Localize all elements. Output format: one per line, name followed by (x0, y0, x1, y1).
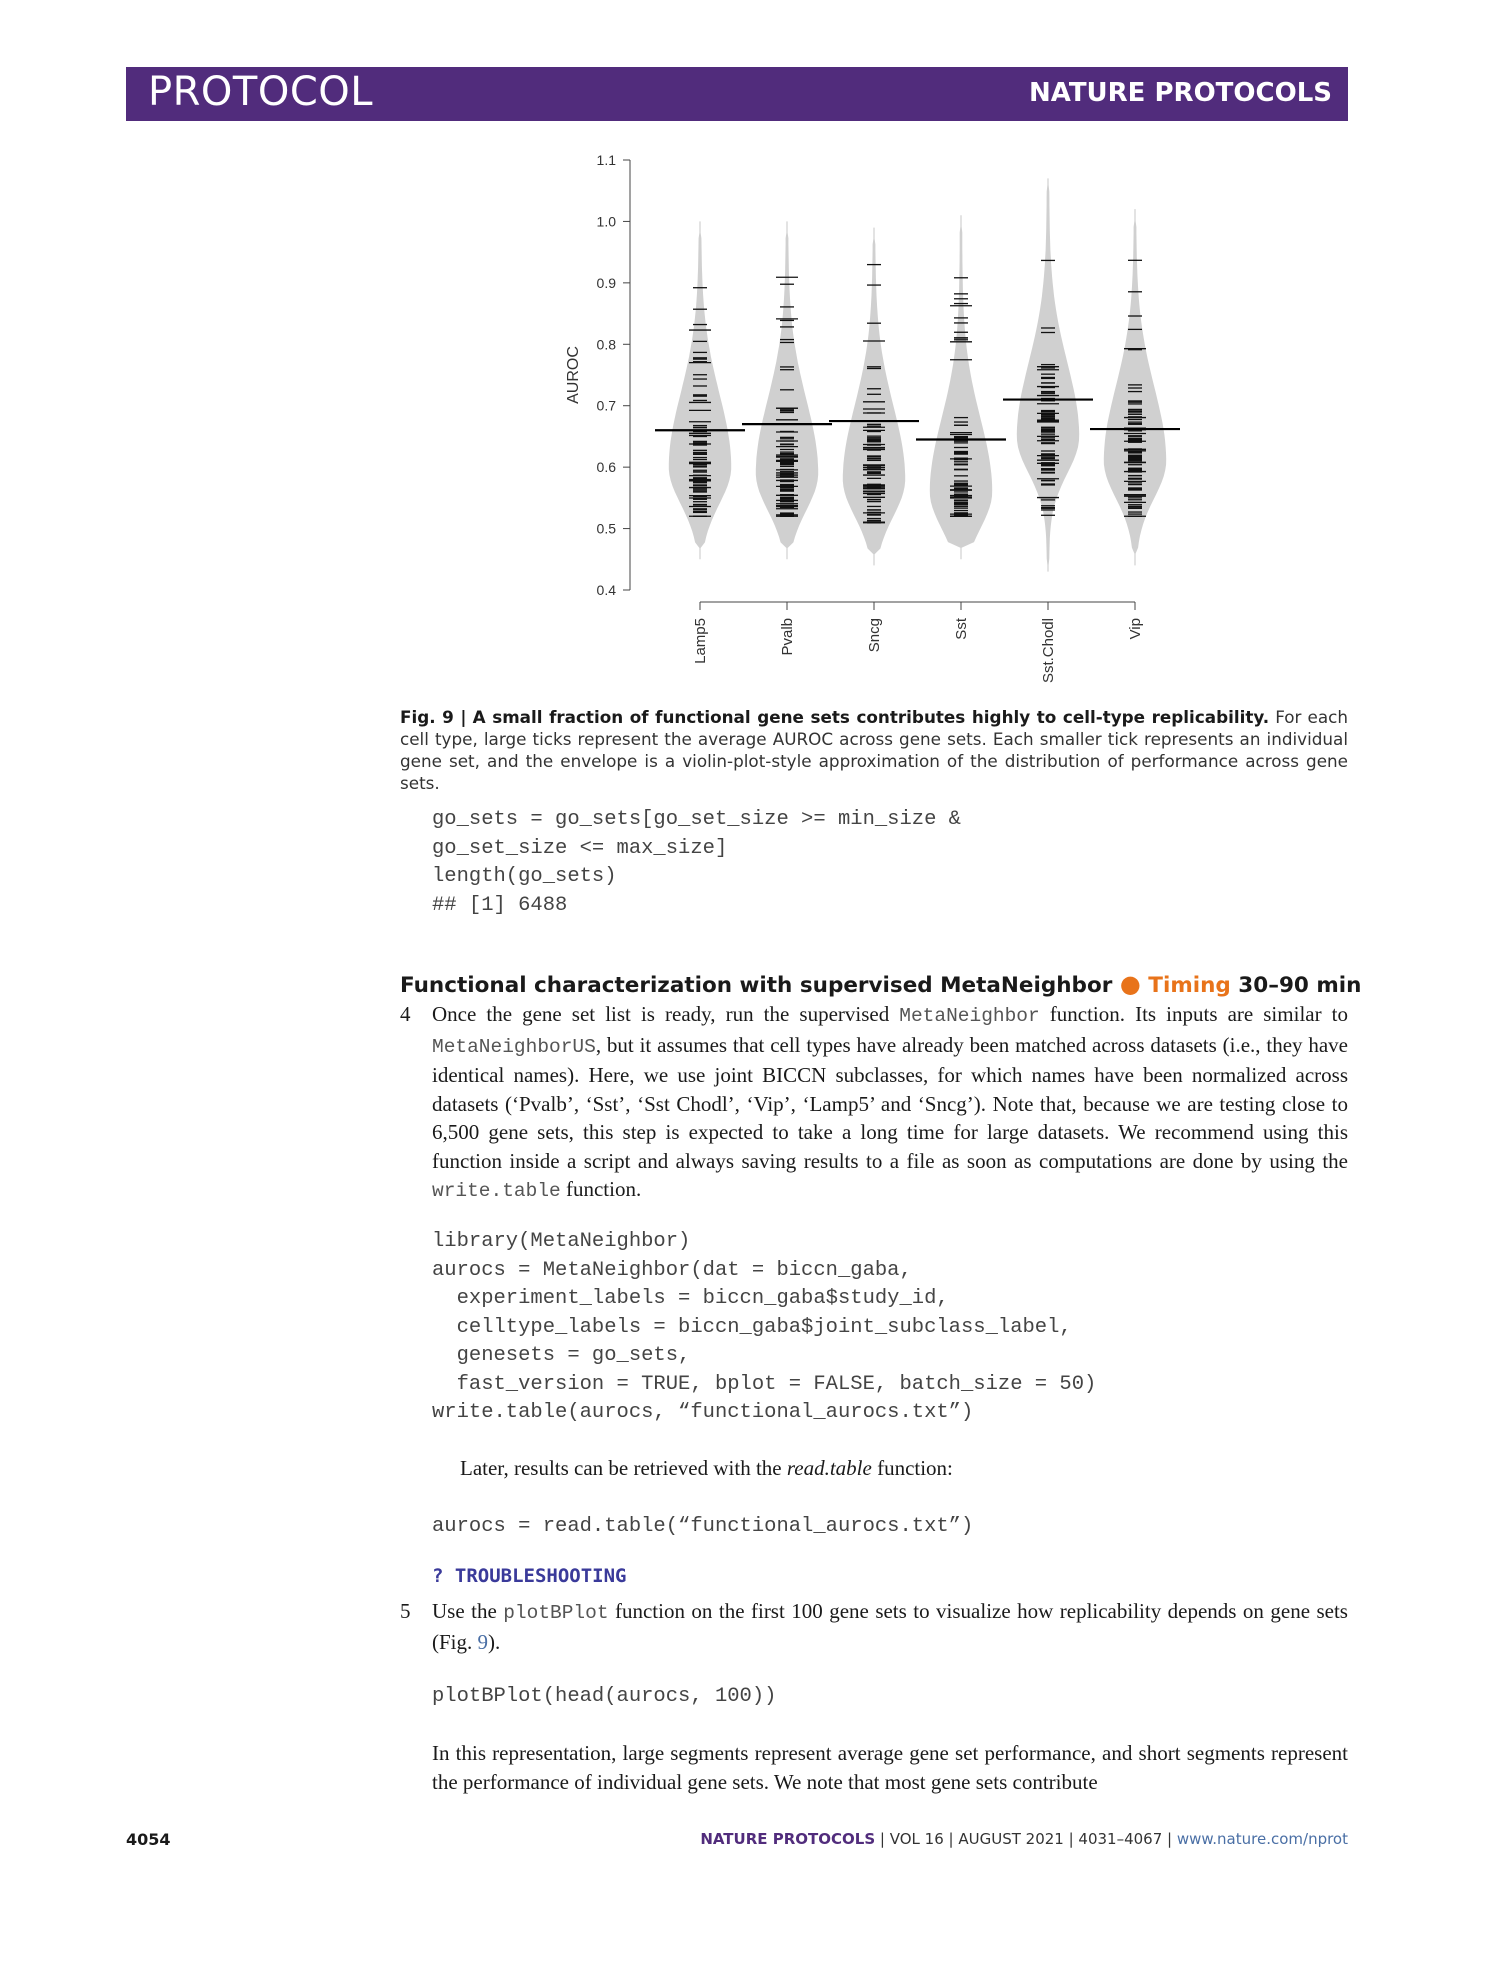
y-tick-label: 1.0 (596, 213, 616, 230)
code-block-filter-gene-sets: go_sets = go_sets[go_set_size >= min_size & go_set_size <= max_size] length(go_sets) ## [1] 6488 (432, 808, 961, 917)
step-text-part: function on the first 100 gene sets to visualize how replicability depends on gene sets (Fig. (432, 1599, 1348, 1654)
inline-code: MetaNeighborUS (432, 1035, 596, 1058)
y-tick-label: 1.1 (596, 152, 616, 168)
header-bar (126, 67, 1348, 121)
section-title: Functional characterization with supervised MetaNeighbor (400, 973, 1113, 998)
y-tick-label: 0.8 (596, 336, 616, 353)
footer-citation (700, 1830, 1348, 1848)
figure-caption (400, 706, 1348, 794)
code-block-plotbplot: plotBPlot(head(aurocs, 100)) (432, 1685, 777, 1708)
page-number: 4054 (126, 1830, 171, 1849)
code-block-metaneighbor: library(MetaNeighbor) aurocs = MetaNeighbor(dat = biccn_gaba, experiment_labels = biccn_gaba$study_id, celltype_labels = biccn_gaba$joint_subclass_label, genesets = go_sets, fast_version = TRUE, bplot = FALSE, batch_size = 50) write.table(aurocs, “functional_aurocs.txt”) (432, 1230, 1097, 1424)
violin-chart (520, 140, 1200, 700)
step-text (432, 1000, 1348, 1206)
inline-code: plotBPlot (503, 1602, 609, 1624)
step-text-part: function. Its inputs are similar to (1039, 1002, 1348, 1026)
emphasis-function-name: read.table (786, 1456, 872, 1480)
caption-body: For each cell type, large ticks represent the average AUROC across gene sets. Each smaller tick represents an individual gene set, and the envelope is a violin-plot-style approximation of the distribution of performance across gene sets. (400, 707, 1348, 793)
timing-value: 30–90 min (1238, 973, 1362, 998)
y-axis-label: AUROC (565, 346, 582, 404)
y-tick-label: 0.6 (596, 459, 616, 476)
step-5 (400, 1597, 1348, 1656)
inline-code: MetaNeighbor (899, 1005, 1040, 1027)
y-tick-label: 0.4 (596, 582, 616, 598)
paragraph-text: Later, results can be retrieved with the (460, 1456, 787, 1480)
timing-label: Timing (1148, 973, 1231, 998)
x-category-label: Sncg (866, 618, 883, 653)
paragraph-final: In this representation, large segments represent average gene set performance, and short segments represent the performance of individual gene sets. We note that most gene sets contribute (432, 1741, 1348, 1794)
x-category-label: Sst (953, 618, 970, 640)
step-4 (400, 1000, 1348, 1206)
code-block-read-table: aurocs = read.table(“functional_aurocs.txt”) (432, 1515, 974, 1538)
x-category-label: Sst.Chodl (1040, 618, 1057, 684)
y-tick-label: 0.7 (596, 397, 616, 414)
footer-journal: NATURE PROTOCOLS (700, 1830, 876, 1848)
step-text-part: , but it assumes that cell types have already been matched across datasets (i.e., they have identical names). Here, we use joint BICCN subclasses, for which names have been normalized across datasets (‘Pvalb’, ‘Sst’, ‘Sst Chodl’, ‘Vip’, ‘Lamp5’ and ‘Sncg’). Note that, because we are testing close to 6,500 gene sets, this step is expected to take a long time for large datasets. We recommend using this function inside a script and always saving results to a file as soon as computations are done by using the (432, 1032, 1348, 1173)
y-tick-label: 0.9 (596, 274, 616, 291)
timing-dot-icon: ● (1119, 970, 1141, 998)
step-text-part: function. (560, 1177, 642, 1201)
footer-volume: | VOL 16 | AUGUST 2021 | 4031–4067 | (875, 1830, 1177, 1848)
section-type-label: PROTOCOL (148, 69, 374, 115)
step-text-part: Once the gene set list is ready, run the supervised (432, 1002, 900, 1026)
paragraph-later (432, 1454, 1348, 1483)
violin-envelope (1017, 178, 1079, 571)
footer-url-link[interactable]: www.nature.com/nprot (1176, 1830, 1348, 1848)
step-text-part: ). (488, 1629, 501, 1654)
x-category-label: Lamp5 (692, 618, 709, 664)
section-heading (400, 970, 1361, 998)
x-category-label: Pvalb (779, 618, 796, 656)
x-category-label: Vip (1127, 618, 1144, 640)
step-number: 5 (400, 1599, 411, 1623)
inline-code: write.table (432, 1180, 561, 1202)
caption-label: Fig. 9 | (400, 707, 467, 727)
step-text-part: Use the (432, 1599, 504, 1623)
journal-name: NATURE PROTOCOLS (1028, 78, 1332, 108)
step-number: 4 (400, 1002, 411, 1026)
troubleshooting-link[interactable]: ? TROUBLESHOOTING (432, 1565, 627, 1587)
y-tick-label: 0.5 (596, 520, 616, 537)
step-text (432, 1597, 1348, 1656)
caption-title: A small fraction of functional gene sets contributes highly to cell-type replicability. (472, 707, 1270, 727)
paragraph-text: function: (871, 1456, 953, 1480)
figure-reference-link[interactable]: 9 (477, 1629, 489, 1654)
